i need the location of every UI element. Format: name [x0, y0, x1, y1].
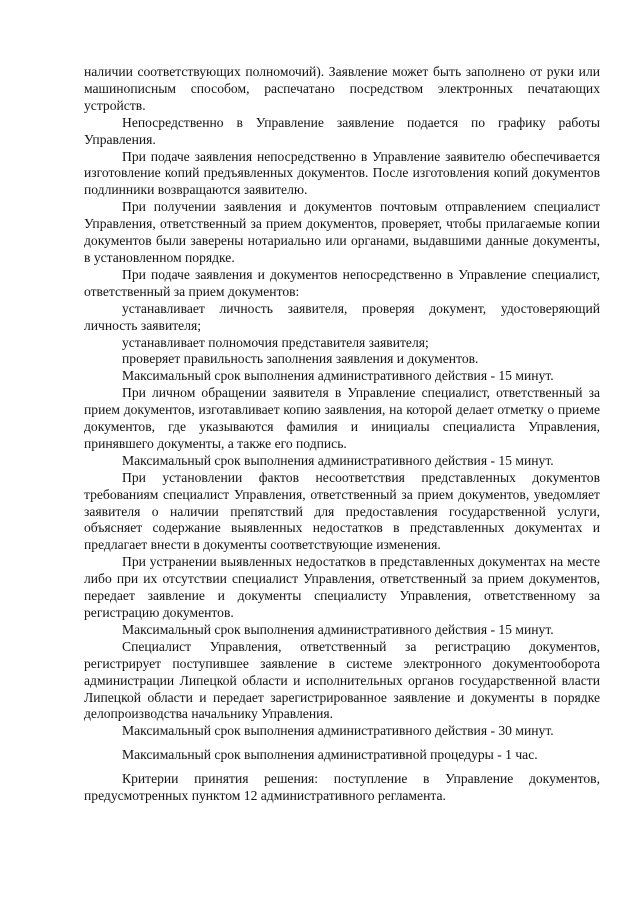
- paragraph-8: проверяет правильность заполнения заявления и документов.: [122, 351, 479, 367]
- paragraph-10: При личном обращении заявителя в Управление специалист, ответственный за прием документов, изготавливает копию заявления, на которой делает отметку о приеме документов, где указываются фамилия и инициалы специалиста Управления, принявшего документы, а также его подпись.: [84, 385, 600, 451]
- paragraph-2: Непосредственно в Управление заявление подается по графику работы Управления.: [84, 114, 600, 147]
- paragraph-11: Максимальный срок выполнения административного действия - 15 минут.: [122, 452, 554, 468]
- paragraph-1: наличии соответствующих полномочий). Заявление может быть заполнено от руки или машинописным способом, распечатано посредством электронных печатающих устройств.: [84, 64, 600, 113]
- paragraph-15: Специалист Управления, ответственный за регистрацию документов, регистрирует поступившее заявление в системе электронного документооборота администрации Липецкой области и исполнительных органов государственной власти Липецкой области и передает зарегистрированное заявление и документы в порядке делопроизводства начальнику Управления.: [84, 638, 600, 722]
- document-body: [84, 64, 600, 805]
- paragraph-17: Максимальный срок выполнения административной процедуры - 1 час.: [122, 747, 538, 763]
- paragraph-3: При подаче заявления непосредственно в Управление заявителю обеспечивается изготовление копий предъявленных документов. После изготовления копий документов подлинники возвращаются заявителю.: [84, 148, 600, 198]
- paragraph-4: При получении заявления и документов почтовым отправлением специалист Управления, ответственный за прием документов, проверяет, чтобы прилагаемые копии документов были заверены нотариально или органами, выдавшими данные документы, в установленном порядке.: [84, 199, 600, 265]
- paragraph-13: При устранении выявленных недостатков в представленных документах на месте либо при их отсутствии специалист Управления, ответственный за прием документов, передает заявление и документы специалисту Управления, ответственному за регистрацию документов.: [84, 554, 600, 620]
- paragraph-5: При подаче заявления и документов непосредственно в Управление специалист, ответственный за прием документов:: [84, 266, 600, 299]
- paragraph-7: устанавливает полномочия представителя заявителя;: [122, 334, 429, 350]
- paragraph-16: Максимальный срок выполнения административного действия - 30 минут.: [122, 723, 554, 739]
- paragraph-9: Максимальный срок выполнения административного действия - 15 минут.: [122, 368, 554, 384]
- paragraph-14: Максимальный срок выполнения административного действия - 15 минут.: [122, 621, 554, 637]
- paragraph-12: При установлении фактов несоответствия представленных документов требованиям специалист Управления, ответственный за прием документов, уведомляет заявителя о наличии препятствий для предоставления государственной услуги, объясняет содержание выявленных недостатков в представленных документах и предлагает внести в документы соответствующие изменения.: [84, 469, 600, 553]
- paragraph-6: устанавливает личность заявителя, проверяя документ, удостоверяющий личность заявителя;: [84, 300, 600, 333]
- paragraph-18: Критерии принятия решения: поступление в Управление документов, предусмотренных пунктом 12 административного регламента.: [84, 771, 600, 804]
